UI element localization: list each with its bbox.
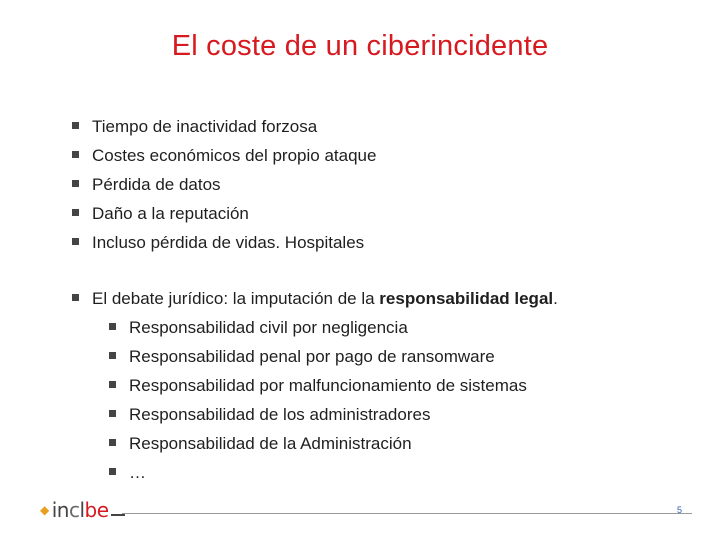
- incibe-logo: [40, 498, 125, 522]
- bullet-icon: [72, 238, 79, 245]
- list-item-text: Incluso pérdida de vidas. Hospitales: [92, 233, 365, 252]
- debate-suffix: .: [553, 289, 558, 308]
- footer-divider: [122, 513, 692, 514]
- sublist-item: [129, 371, 527, 400]
- bullet-icon: [109, 323, 116, 330]
- list-item-text: Pérdida de datos: [92, 175, 221, 194]
- bullet-icon: [109, 410, 116, 417]
- logo-text-c: l: [79, 498, 85, 522]
- list-item: [92, 112, 376, 141]
- page-number: 5: [676, 505, 682, 515]
- slide-title: El coste de un ciberincidente: [171, 30, 549, 62]
- cost-list: [92, 112, 376, 257]
- sublist-item: [129, 313, 527, 342]
- bullet-icon: [72, 209, 79, 216]
- sublist-item-text: Responsabilidad de la Administración: [129, 434, 412, 453]
- logo-text-d: be: [84, 498, 109, 522]
- sublist-item-text: Responsabilidad de los administradores: [129, 405, 431, 424]
- logo-mark-icon: ◆: [40, 503, 49, 517]
- bullet-icon: [72, 294, 79, 301]
- bullet-icon: [109, 439, 116, 446]
- list-item: [92, 141, 376, 170]
- debate-list: [92, 284, 558, 313]
- list-item-text: Daño a la reputación: [92, 204, 249, 223]
- sublist-item: [129, 400, 527, 429]
- list-item: [92, 170, 376, 199]
- logo-text-a: in: [51, 498, 69, 522]
- bullet-icon: [109, 381, 116, 388]
- list-item: [92, 228, 376, 257]
- sublist-item: [129, 429, 527, 458]
- bullet-icon: [72, 151, 79, 158]
- sublist-item: [129, 458, 527, 487]
- logo-text-b: c: [68, 498, 80, 522]
- debate-bold: responsabilidad legal: [379, 289, 554, 308]
- sublist-item-text: …: [129, 463, 146, 482]
- sublist-item-text: Responsabilidad por malfuncionamiento de sistemas: [129, 376, 527, 395]
- debate-prefix: El debate jurídico: la imputación de la: [92, 289, 380, 308]
- sublist-item-text: Responsabilidad penal por pago de ransomware: [129, 347, 495, 366]
- debate-item: [92, 284, 558, 313]
- sublist-item-text: Responsabilidad civil por negligencia: [129, 318, 408, 337]
- bullet-icon: [72, 180, 79, 187]
- sublist-item: [129, 342, 527, 371]
- logo-underscore: [111, 514, 125, 516]
- bullet-icon: [109, 468, 116, 475]
- list-item-text: Tiempo de inactividad forzosa: [92, 117, 318, 136]
- responsibility-sublist: [129, 313, 527, 487]
- list-item: [92, 199, 376, 228]
- bullet-icon: [109, 352, 116, 359]
- bullet-icon: [72, 122, 79, 129]
- list-item-text: Costes económicos del propio ataque: [92, 146, 377, 165]
